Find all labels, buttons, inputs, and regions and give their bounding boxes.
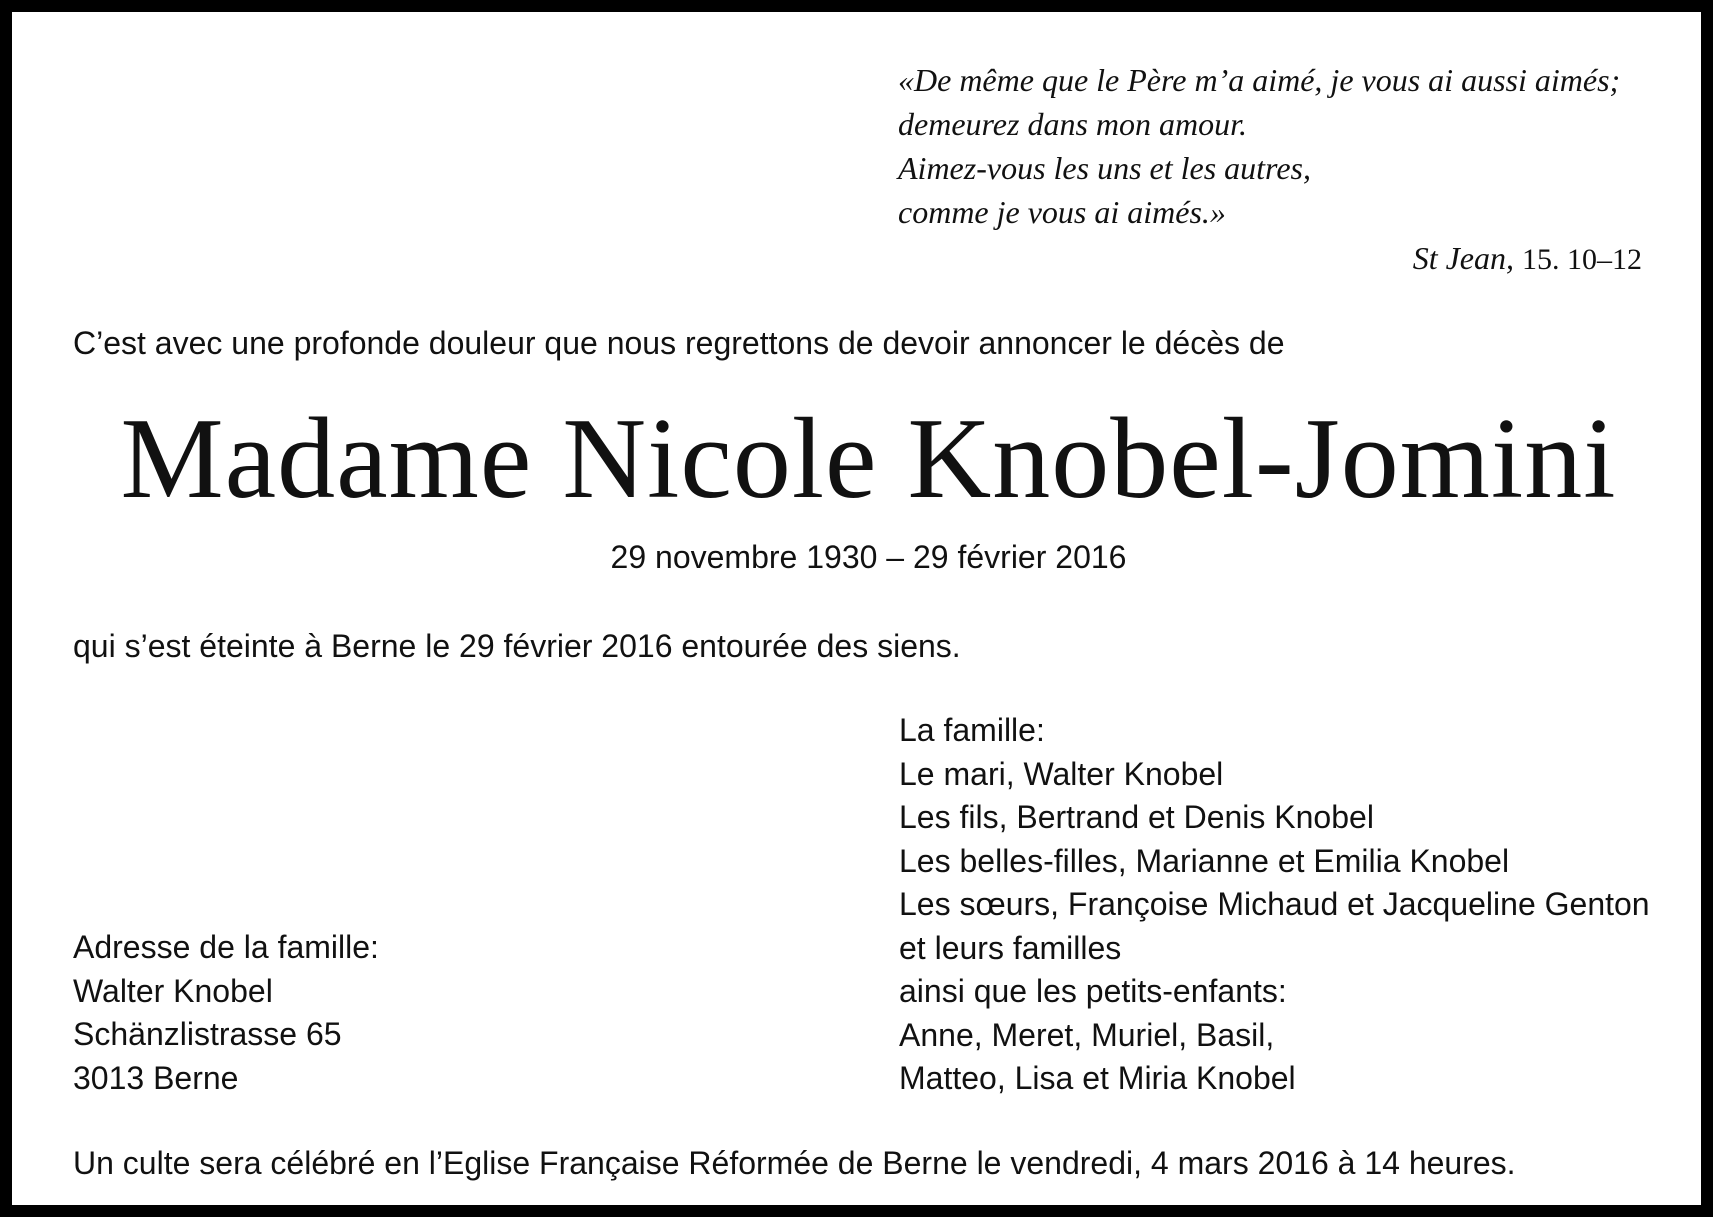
family-member: ainsi que les petits-enfants:	[899, 973, 1287, 1009]
quote-line: demeurez dans mon amour.	[898, 106, 1248, 142]
announcement-intro: C’est avec une profonde douleur que nous regrettons de devoir annoncer le décès de	[73, 325, 1285, 361]
quote-line: «De même que le Père m’a aimé, je vous ai aussi aimés;	[898, 62, 1621, 98]
deceased-name: Madame Nicole Knobel-Jomini	[120, 395, 1617, 523]
life-dates: 29 novembre 1930 – 29 février 2016	[610, 539, 1127, 575]
family-member: Les sœurs, Françoise Michaud et Jacqueline Genton	[899, 886, 1650, 922]
reference-verse: 15. 10–12	[1522, 243, 1642, 276]
family-list	[899, 709, 1650, 1101]
address-line: Walter Knobel	[73, 972, 273, 1009]
family-address	[73, 926, 379, 1100]
bible-quote	[898, 58, 1678, 234]
family-member: Le mari, Walter Knobel	[899, 755, 1224, 792]
address-line: 3013 Berne	[73, 1059, 239, 1096]
passing-statement: qui s’est éteinte à Berne le 29 février 2016 entourée des siens.	[73, 628, 961, 664]
address-heading: Adresse de la famille:	[73, 929, 379, 965]
family-member: et leurs familles	[899, 929, 1122, 966]
address-line: Schänzlistrasse 65	[73, 1016, 342, 1052]
family-member: Matteo, Lisa et Miria Knobel	[899, 1060, 1296, 1096]
family-heading: La famille:	[899, 712, 1045, 748]
family-member: Les fils, Bertrand et Denis Knobel	[899, 799, 1374, 835]
quote-reference	[1413, 236, 1642, 282]
quote-line: comme je vous ai aimés.»	[898, 194, 1226, 230]
service-announcement: Un culte sera célébré en l’Eglise Française Réformée de Berne le vendredi, 4 mars 2016 à 14 heures.	[73, 1145, 1516, 1181]
reference-author: St Jean,	[1412, 240, 1514, 276]
family-member: Anne, Meret, Muriel, Basil,	[899, 1016, 1275, 1053]
quote-line: Aimez-vous les uns et les autres,	[898, 150, 1311, 186]
family-member: Les belles-filles, Marianne et Emilia Knobel	[899, 842, 1510, 879]
